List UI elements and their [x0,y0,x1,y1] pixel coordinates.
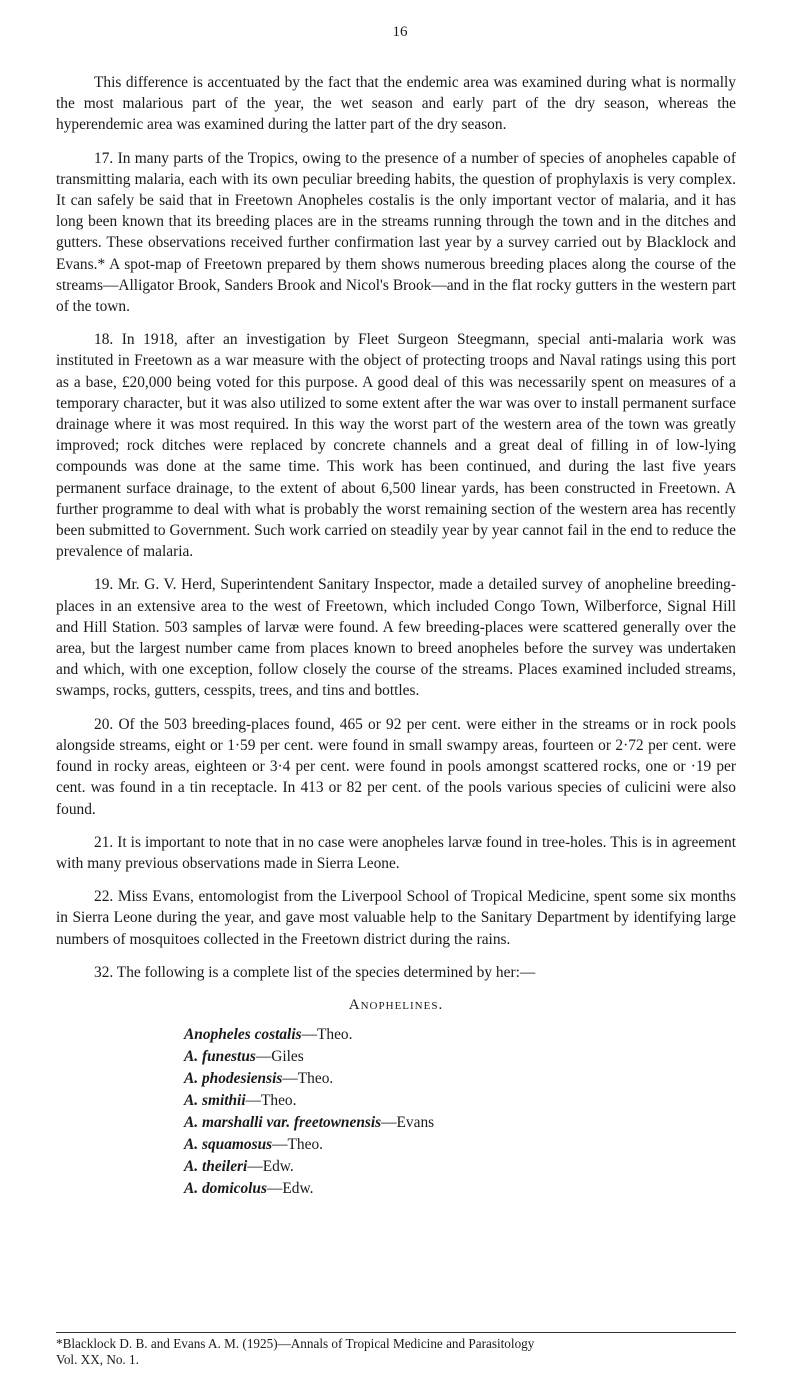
list-item: A. phodesiensis—Theo. [184,1070,334,1088]
paragraph-22: 22. Miss Evans, entomologist from the Liverpool School of Tropical Medicine, spent some six months in Sierra Leone during the year, and gave most valuable help to the Sanitary Department by identifying large numbers of mosquitoes collected in the Freetown district during the rains. [56,888,736,948]
list-item: Anopheles costalis—Theo. [184,1026,353,1044]
footnote [56,1332,736,1368]
list-item: A. domicolus—Edw. [184,1180,314,1198]
paragraph-18: 18. In 1918, after an investigation by Fleet Surgeon Steegmann, special anti-malaria work was instituted in Freetown as a war measure with the object of protecting troops and Naval ratings using this port as a base, £20,000 being voted for this purpose. A good deal of this was necessarily spent on measures of a temporary character, but it was also utilized to some extent after the war was over to install permanent surface drainage where it was most required. In this way the worst part of the western area of the town was greatly improved; rock ditches were replaced by concrete channels and a great deal of filling in of low-lying compounds was done at the same time. This work has been continued, and during the last five years permanent surface drainage, to the extent of about 6,500 linear yards, has been constructed in Freetown. A further programme to deal with what is probably the worst remaining section of the western area has recently been submitted to Government. Such work carried on steadily year by year cannot fail in the end to reduce the prevalence of malaria. [56,331,736,561]
paragraph-19: 19. Mr. G. V. Herd, Superintendent Sanitary Inspector, made a detailed survey of anopheline breeding-places in an extensive area to the west of Freetown, which included Congo Town, Wilberforce, Signal Hill and Hill Station. 503 samples of larvæ were found. A few breeding-places were scattered generally over the area, but the largest number came from places known to breed anopheles before the survey was undertaken and which, with one exception, follow closely the course of the streams. Places examined included streams, swamps, rocks, gutters, cesspits, trees, and tins and bottles. [56,576,736,700]
footnote-volume: Vol. XX, No. 1. [56,1352,139,1367]
paragraph-32: 32. The following is a complete list of the species determined by her:— [94,963,536,981]
paragraph-17: 17. In many parts of the Tropics, owing to the presence of a number of species of anopheles capable of transmitting malaria, each with its own peculiar breeding habits, the question of prophylaxis is very complex. It can safely be said that in Freetown Anopheles costalis is the only important vector of malaria, and it has long been known that its breeding places are in the streams running through the town and in the ditches and gutters. These observations received further confirmation last year by a survey carried out by Blacklock and Evans.* A spot-map of Freetown prepared by them shows numerous breeding places along the course of the streams—Alligator Brook, Sanders Brook and Nicol's Brook—and in the flat rocky gutters in the western part of the town. [56,149,736,316]
paragraph-21: 21. It is important to note that in no case were anopheles larvæ found in tree-holes. This is in agreement with many previous observations made in Sierra Leone. [56,833,736,872]
list-item: A. funestus—Giles [184,1048,304,1066]
list-item: A. theileri—Edw. [184,1158,294,1176]
document-body [56,72,736,1200]
page-number: 16 [392,24,408,40]
paragraph-20: 20. Of the 503 breeding-places found, 465 or 92 per cent. were either in the streams or in rock pools alongside streams, eight or 1·59 per cent. were found in small swampy areas, fourteen or 2·72 per cent. were found in rocky areas, eighteen or 3·4 per cent. were found in pools amongst scattered rocks, one or ·19 per cent. was found in a tin receptacle. In 413 or 82 per cent. of the pools various species of culicini were also found. [56,715,736,818]
species-list [184,1024,736,1200]
paragraph-intro: This difference is accentuated by the fact that the endemic area was examined during what is normally the most malarious part of the year, the wet season and early part of the dry season, whereas the hyperendemic area was examined during the latter part of the dry season. [56,74,736,134]
list-item: A. marshalli var. freetownensis—Evans [184,1114,435,1132]
list-item: A. smithii—Theo. [184,1092,297,1110]
list-item: A. squamosus—Theo. [184,1136,324,1154]
footnote-citation: *Blacklock D. B. and Evans A. M. (1925)—Annals of Tropical Medicine and Parasitology [56,1336,535,1351]
list-heading: Anophelines. [348,996,444,1013]
